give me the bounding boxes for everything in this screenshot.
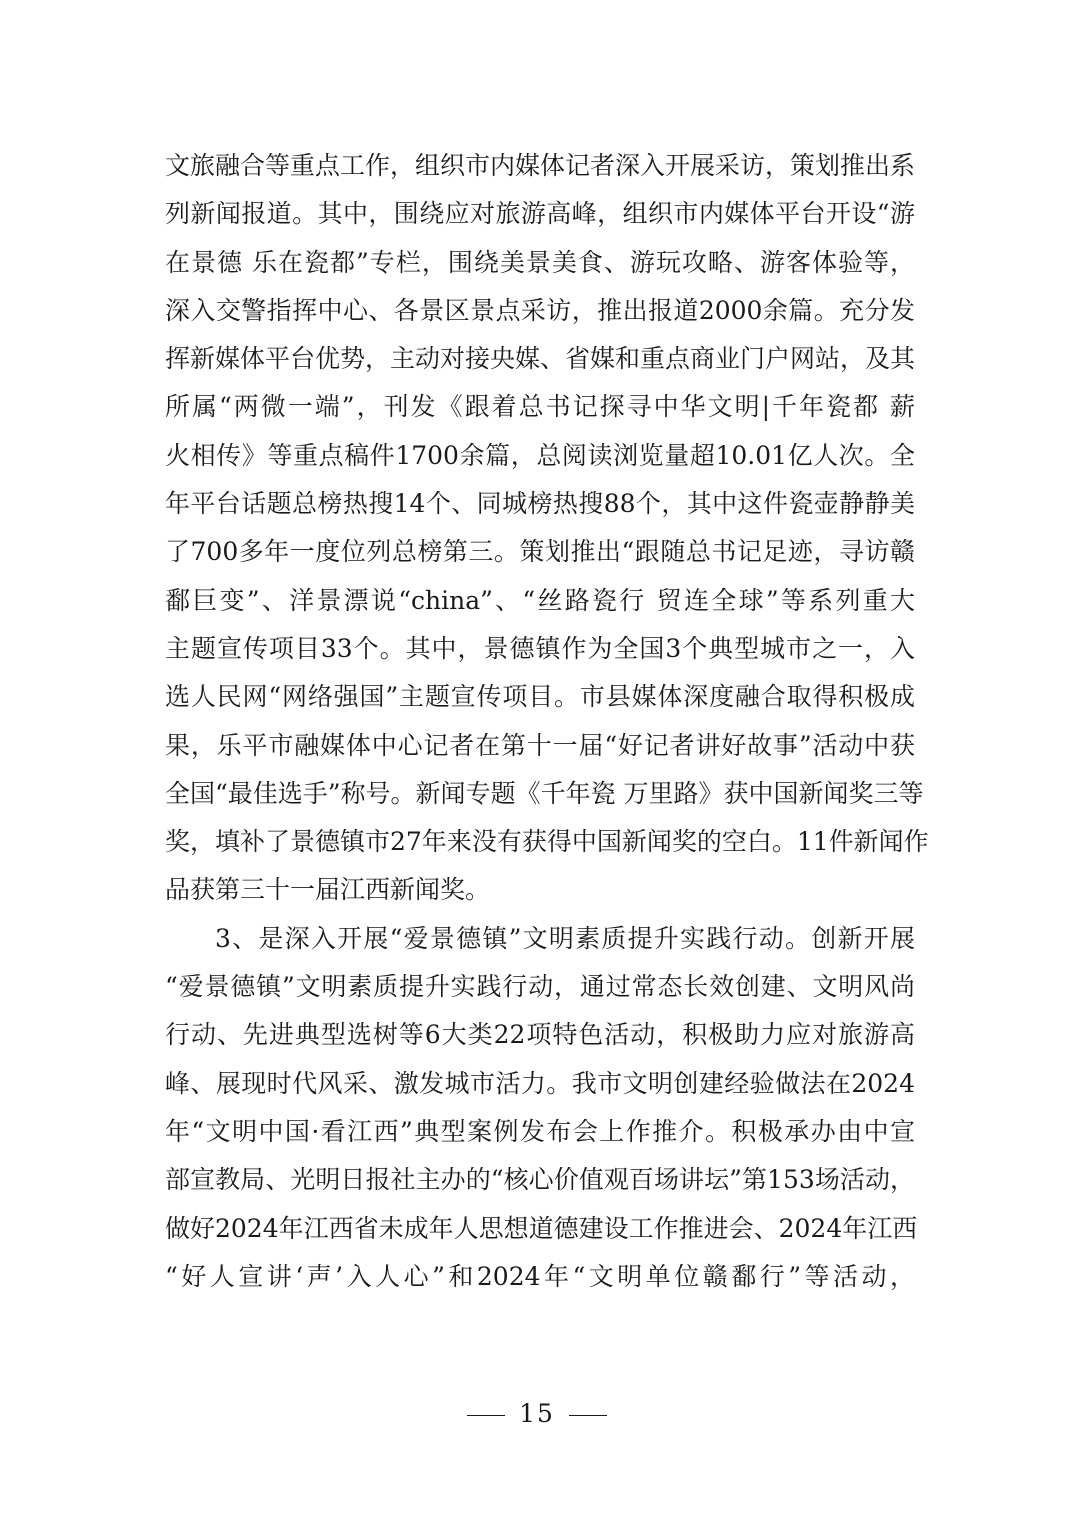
paragraph-line: 文旅融合等重点工作，组织市内媒体记者深入开展采访，策划推出系 [165, 151, 916, 180]
paragraph-line: 行动、先进典型选树等6大类22项特色活动，积极助力应对旅游高 [165, 1020, 915, 1050]
paragraph-line: 火相传》等重点稿件1700余篇，总阅读浏览量超10.01亿人次。全 [165, 440, 915, 470]
paragraph-line: 年“文明中国·看江西”典型案例发布会上作推介。积极承办由中宣 [165, 1116, 915, 1146]
paragraph-line: 果，乐平市融媒体中心记者在第十一届“好记者讲好故事”活动中获 [165, 730, 915, 760]
paragraph-line: 列新闻报道。其中，围绕应对旅游高峰，组织市内媒体平台开设“游 [165, 199, 915, 229]
paragraph-line: 鄱巨变”、洋景漂说“china”、“丝路瓷行 贸连全球”等系列重大 [165, 585, 915, 615]
paragraph-line: 全国“最佳选手”称号。新闻专题《千年瓷 万里路》获中国新闻奖三等 [165, 778, 924, 808]
paragraph-line: 品获第三十一届江西新闻奖。 [165, 875, 491, 905]
paragraph-line: 3、是深入开展“爱景德镇”文明素质提升实践行动。创新开展 [215, 923, 915, 953]
paragraph-line: 做好2024年江西省未成年人思想道德建设工作推进会、2024年江西 [165, 1213, 918, 1243]
page-footer [0, 1396, 1074, 1432]
paragraph-line: 挥新媒体平台优势，主动对接央媒、省媒和重点商业门户网站，及其 [165, 344, 916, 374]
paragraph-line: 峰、展现时代风采、激发城市活力。我市文明创建经验做法在2024 [165, 1068, 915, 1098]
paragraph-line: 年平台话题总榜热搜14个、同城榜热搜88个，其中这件瓷壶静静美 [165, 489, 915, 519]
dash-left [467, 1415, 505, 1416]
dash-right [569, 1415, 607, 1416]
page-number: 15 [519, 1399, 555, 1428]
paragraph-line: 部宣教局、光明日报社主办的“核心价值观百场讲坛”第153场活动， [165, 1165, 916, 1195]
paragraph-line: 了700多年一度位列总榜第三。策划推出“跟随总书记足迹，寻访赣 [165, 537, 915, 567]
paragraph-line: 所属“两微一端”，刊发《跟着总书记探寻中华文明|千年瓷都 薪 [165, 392, 915, 422]
body-text [165, 142, 929, 1301]
paragraph-line: “好人宣讲‘声’入人心”和2024年“文明单位赣鄱行”等活动， [165, 1261, 915, 1291]
paragraph-line: 在景德 乐在瓷都”专栏，围绕美景美食、游玩攻略、游客体验等， [165, 247, 915, 277]
paragraph-2 [165, 915, 918, 1301]
paragraph-line: 奖，填补了景德镇市27年来没有获得中国新闻奖的空白。11件新闻作 [165, 827, 929, 857]
paragraph-line: 选人民网“网络强国”主题宣传项目。市县媒体深度融合取得积极成 [165, 682, 915, 712]
paragraph-1 [165, 142, 929, 915]
paragraph-line: “爱景德镇”文明素质提升实践行动，通过常态长效创建、文明风尚 [165, 972, 915, 1002]
paragraph-line: 主题宣传项目33个。其中，景德镇作为全国3个典型城市之一，入 [165, 633, 915, 663]
paragraph-line: 深入交警指挥中心、各景区景点采访，推出报道2000余篇。充分发 [165, 295, 915, 325]
